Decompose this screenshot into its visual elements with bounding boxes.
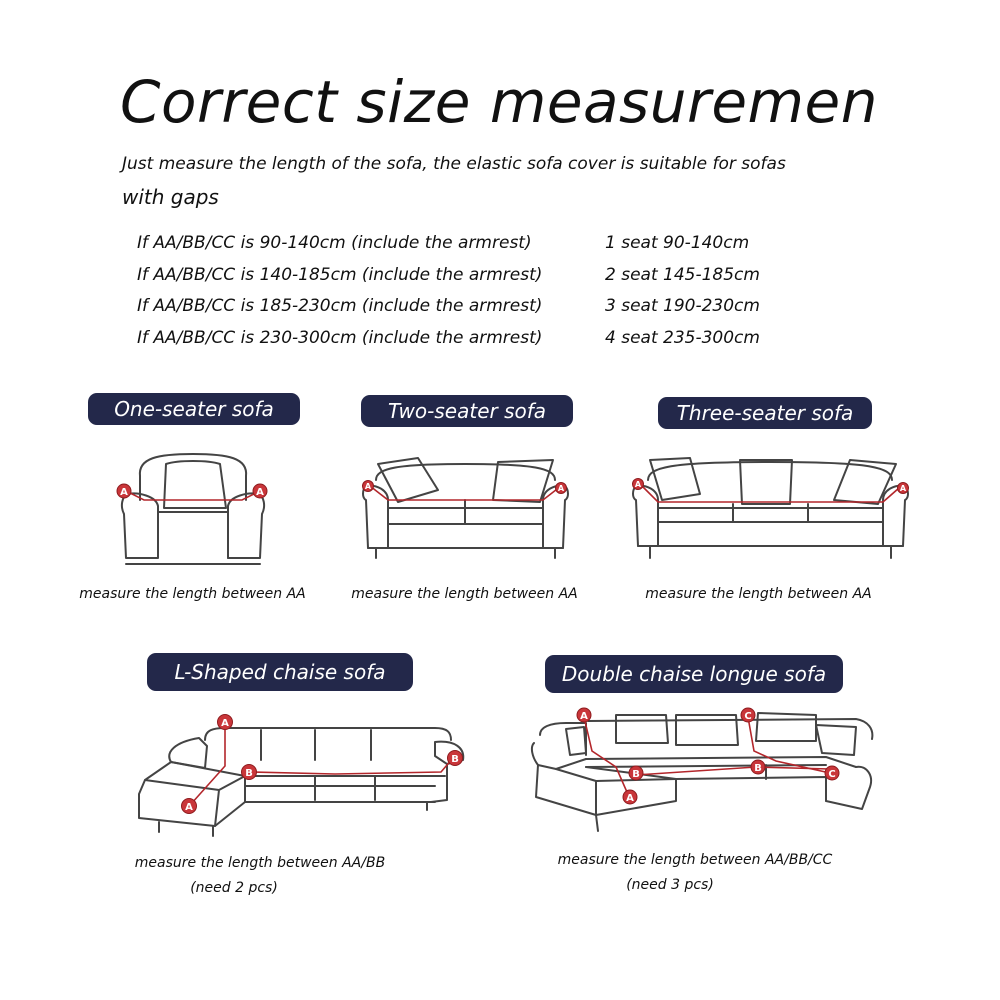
marker-a-right: [898, 483, 909, 494]
svg-text:A: A: [185, 802, 193, 813]
one-seater-illustration: [108, 448, 278, 573]
marker-a-left: [117, 484, 131, 498]
marker-c-right: [825, 766, 839, 780]
marker-b-left: [629, 766, 643, 780]
svg-text:B: B: [245, 768, 253, 779]
size-row-seat: 1 seat 90-140cm: [605, 233, 750, 253]
marker-a-bottom: [623, 790, 637, 804]
svg-text:C: C: [744, 711, 752, 722]
three-seater-label: Three-seater sofa: [658, 397, 872, 429]
svg-text:A: A: [626, 793, 634, 804]
svg-text:A: A: [557, 484, 565, 493]
two-seater-caption: measure the length between AA: [351, 586, 578, 602]
marker-a-top: [577, 708, 591, 722]
marker-a-right: [253, 484, 267, 498]
size-row-condition: If AA/BB/CC is 185-230cm (include the armrest): [137, 296, 543, 316]
two-seater-illustration: [358, 450, 573, 570]
double-chaise-illustration: [526, 705, 882, 835]
size-row-condition: If AA/BB/CC is 230-300cm (include the armrest): [137, 328, 543, 348]
page-title: Correct size measuremen: [120, 68, 878, 136]
svg-text:A: A: [634, 480, 642, 489]
double-chaise-caption: measure the length between AA/BB/CC: [557, 852, 833, 868]
svg-text:A: A: [364, 482, 372, 491]
three-seater-caption: measure the length between AA: [645, 586, 872, 602]
double-chaise-label: Double chaise longue sofa: [545, 655, 843, 693]
svg-text:A: A: [899, 484, 907, 493]
l-shaped-note: (need 2 pcs): [190, 880, 278, 896]
marker-a-right: [556, 483, 567, 494]
svg-text:A: A: [580, 711, 588, 722]
marker-c-top: [741, 708, 755, 722]
size-row-condition: If AA/BB/CC is 140-185cm (include the armrest): [137, 265, 543, 285]
svg-text:C: C: [828, 769, 836, 780]
l-shaped-illustration: [135, 708, 470, 838]
intro-line-2: with gaps: [122, 185, 219, 209]
svg-text:B: B: [632, 769, 640, 780]
l-shaped-caption: measure the length between AA/BB: [134, 855, 386, 871]
one-seater-label: One-seater sofa: [88, 393, 300, 425]
marker-a-left: [633, 479, 644, 490]
double-chaise-note: (need 3 pcs): [626, 877, 714, 893]
three-seater-illustration: [628, 450, 913, 572]
l-shaped-label: L-Shaped chaise sofa: [147, 653, 413, 691]
svg-text:A: A: [256, 487, 264, 498]
marker-a-top: [218, 715, 233, 730]
marker-b-left: [242, 765, 257, 780]
marker-a-bottom: [182, 799, 197, 814]
svg-text:B: B: [451, 754, 459, 765]
svg-text:A: A: [120, 487, 128, 498]
size-row-seat: 3 seat 190-230cm: [605, 296, 760, 316]
svg-text:B: B: [754, 763, 762, 774]
one-seater-caption: measure the length between AA: [79, 586, 306, 602]
size-row-condition: If AA/BB/CC is 90-140cm (include the armrest): [137, 233, 532, 253]
svg-text:A: A: [221, 718, 229, 729]
marker-a-left: [363, 481, 374, 492]
intro-line-1: Just measure the length of the sofa, the elastic sofa cover is suitable for sofas: [122, 154, 786, 174]
marker-b-right: [751, 760, 765, 774]
size-row-seat: 2 seat 145-185cm: [605, 265, 760, 285]
marker-b-right: [448, 751, 463, 766]
size-row-seat: 4 seat 235-300cm: [605, 328, 760, 348]
two-seater-label: Two-seater sofa: [361, 395, 573, 427]
